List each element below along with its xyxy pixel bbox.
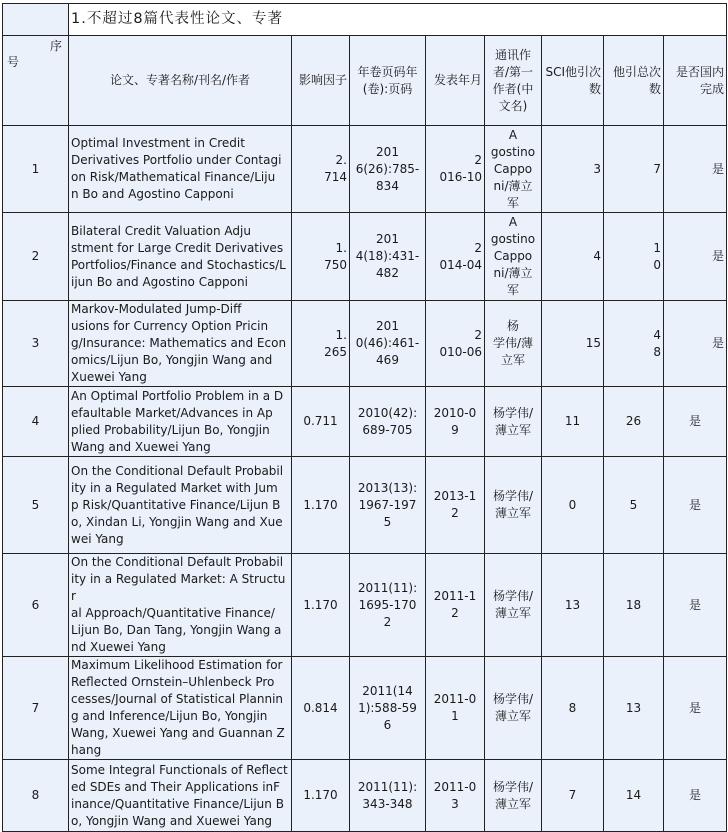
row-impact xyxy=(292,657,350,760)
paper-line: stment for Large Credit Derivatives xyxy=(71,240,284,255)
papers-table-container xyxy=(2,3,728,828)
paper-line: plied Probability/Lijun Bo, Yongjin xyxy=(71,422,270,437)
cited-line: 13 xyxy=(625,700,642,715)
impact-line: 1.170 xyxy=(303,497,338,512)
paper-line: Wang and Xuewei Yang xyxy=(71,439,211,454)
author-line: gostino xyxy=(490,144,536,159)
paper-line: ity in a Regulated Market: A Structur xyxy=(71,572,286,603)
cited-line: 26 xyxy=(625,414,642,428)
volume-line: 1967-197 xyxy=(358,497,417,512)
volume-line: 2 xyxy=(383,614,392,629)
paper-line: cesses/Journal of Statistical Plannin xyxy=(71,692,284,706)
impact-line: 0.711 xyxy=(303,414,338,428)
section-title-row xyxy=(3,4,727,36)
row-impact xyxy=(292,760,350,832)
row-seq: 6 xyxy=(3,554,69,657)
date-line: 2011-0 xyxy=(433,692,477,706)
row-volume xyxy=(350,554,426,657)
impact-line: 1.170 xyxy=(303,788,338,802)
row-domestic: 是 xyxy=(664,126,727,213)
volume-line: 1695-170 xyxy=(358,597,417,612)
row-cited xyxy=(604,657,664,760)
impact-line: 0.814 xyxy=(303,700,338,715)
paper-line: al Approach/Quantitative Finance/ xyxy=(71,606,275,620)
paper-line: o, Yongjin Wang and Xuewei Yang xyxy=(71,813,273,828)
paper-line: hang xyxy=(71,743,102,757)
volume-line: 1):588-59 xyxy=(358,700,417,715)
table-row xyxy=(3,213,727,301)
volume-line: 6(26):785- xyxy=(355,161,420,176)
table-row xyxy=(3,301,727,387)
title-left-cell xyxy=(3,4,69,36)
row-cited xyxy=(604,554,664,657)
section-title: 1.不超过8篇代表性论文、专著 xyxy=(69,4,727,36)
volume-line: 201 xyxy=(376,319,399,333)
paper-line: n Bo and Agostino Capponi xyxy=(71,187,234,201)
row-volume xyxy=(350,126,426,213)
cited-line: 7 xyxy=(653,161,661,176)
date-line: 2 xyxy=(451,506,459,520)
date-line: 2 xyxy=(474,153,482,167)
author-line: 杨学伟/ xyxy=(492,692,534,706)
volume-line: 4(18):431- xyxy=(355,249,420,263)
date-line: 2011-1 xyxy=(433,589,477,603)
impact-line: 1.170 xyxy=(303,597,338,612)
cited-line: 1 xyxy=(653,240,661,255)
impact-line: 2. xyxy=(335,153,347,167)
row-paper xyxy=(69,554,292,657)
row-cited xyxy=(604,457,664,554)
paper-line: usions for Currency Option Pricin xyxy=(71,319,269,333)
author-line: 军 xyxy=(506,283,519,297)
row-domestic: 是 xyxy=(664,657,727,760)
row-impact xyxy=(292,387,350,457)
author-line: 军 xyxy=(506,195,519,210)
header-paper: 论文、专著名称/刊名/作者 xyxy=(69,36,292,126)
author-line: Cappo xyxy=(493,249,533,263)
row-sci: 8 xyxy=(542,657,604,760)
date-line: 2013-1 xyxy=(433,489,477,503)
row-paper xyxy=(69,126,292,213)
author-line: 杨学伟/ xyxy=(492,589,534,603)
cited-line: 5 xyxy=(629,497,638,512)
impact-line: 265 xyxy=(324,344,347,359)
row-date xyxy=(426,301,485,387)
row-domestic: 是 xyxy=(664,554,727,657)
author-line: 杨 xyxy=(506,319,519,333)
table-row xyxy=(3,657,727,760)
paper-line: Xuewei Yang xyxy=(71,370,147,384)
row-volume xyxy=(350,457,426,554)
paper-line: efaultable Market/Advances in Ap xyxy=(71,405,273,420)
row-paper xyxy=(69,213,292,301)
header-seq-a: 序 xyxy=(49,39,62,53)
row-date xyxy=(426,387,485,457)
header-row xyxy=(3,36,727,126)
header-domestic: 是否国内完成 xyxy=(664,36,727,126)
author-line: 杨学伟/ xyxy=(492,779,534,794)
paper-line: ity in a Regulated Market with Jum xyxy=(71,480,278,495)
date-line: 016-10 xyxy=(439,170,482,184)
row-impact xyxy=(292,213,350,301)
row-cited xyxy=(604,126,664,213)
volume-line: 0(46):461- xyxy=(355,336,420,350)
author-line: 薄立军 xyxy=(494,606,531,620)
row-author xyxy=(485,301,542,387)
row-cited xyxy=(604,213,664,301)
paper-line: Bilateral Credit Valuation Adju xyxy=(71,223,251,238)
header-seq xyxy=(3,36,69,126)
row-domestic: 是 xyxy=(664,387,727,457)
table-row xyxy=(3,387,727,457)
row-sci: 3 xyxy=(542,126,604,213)
row-impact xyxy=(292,301,350,387)
paper-line: Wang, Xuewei Yang and Guannan Z xyxy=(71,726,285,740)
header-impact: 影响因子 xyxy=(292,36,350,126)
date-line: 2010-0 xyxy=(433,405,477,420)
cited-line: 14 xyxy=(625,788,642,802)
author-line: 杨学伟/ xyxy=(492,405,534,420)
volume-line: 2011(14 xyxy=(362,683,413,698)
row-author xyxy=(485,213,542,301)
date-line: 3 xyxy=(451,796,459,811)
author-line: ni/薄立 xyxy=(493,266,533,280)
paper-line: Maximum Likelihood Estimation for xyxy=(71,658,283,672)
paper-line: Lijun Bo, Dan Tang, Yongjin Wang a xyxy=(71,623,282,637)
paper-line: Derivatives Portfolio under Contagi xyxy=(71,153,282,167)
volume-line: 2013(13): xyxy=(357,480,418,495)
row-sci: 15 xyxy=(542,301,604,387)
row-paper xyxy=(69,457,292,554)
author-line: 薄立军 xyxy=(494,506,531,520)
header-author: 通讯作者/第一作者(中文名) xyxy=(485,36,542,126)
row-author xyxy=(485,126,542,213)
author-line: ni/薄立 xyxy=(493,178,533,193)
row-volume xyxy=(350,301,426,387)
row-date xyxy=(426,213,485,301)
row-volume xyxy=(350,657,426,760)
author-line: 学伟/薄 xyxy=(492,336,534,350)
row-volume xyxy=(350,387,426,457)
author-line: A xyxy=(508,127,518,142)
paper-line: inance/Quantitative Finance/Lijun B xyxy=(71,796,284,811)
volume-line: 201 xyxy=(376,232,399,246)
volume-line: 482 xyxy=(376,266,399,280)
volume-line: 469 xyxy=(376,353,399,367)
row-cited xyxy=(604,301,664,387)
author-line: 薄立军 xyxy=(494,422,531,437)
paper-line: On the Conditional Default Probabil xyxy=(71,555,284,569)
date-line: 2 xyxy=(451,606,459,620)
row-sci: 11 xyxy=(542,387,604,457)
row-seq: 1 xyxy=(3,126,69,213)
header-seq-b: 号 xyxy=(7,55,20,69)
date-line: 9 xyxy=(451,422,459,437)
paper-line: On the Conditional Default Probabil xyxy=(71,463,284,478)
date-line: 010-06 xyxy=(439,344,482,359)
row-cited xyxy=(604,387,664,457)
table-row xyxy=(3,126,727,213)
row-seq: 8 xyxy=(3,760,69,832)
table-row xyxy=(3,760,727,832)
volume-line: 2010(42): xyxy=(357,405,418,420)
paper-line: Optimal Investment in Credit xyxy=(71,136,245,150)
cited-line: 8 xyxy=(653,344,661,359)
impact-line: 1. xyxy=(335,240,347,255)
volume-line: 5 xyxy=(383,514,392,529)
paper-line: g/Insurance: Mathematics and Econ xyxy=(71,336,287,350)
volume-line: 343-348 xyxy=(362,796,413,811)
author-line: 薄立军 xyxy=(494,796,531,811)
row-impact xyxy=(292,457,350,554)
row-date xyxy=(426,657,485,760)
date-line: 2011-0 xyxy=(433,779,477,794)
row-domestic: 是 xyxy=(664,760,727,832)
row-author xyxy=(485,554,542,657)
volume-line: 2011(11): xyxy=(357,580,418,595)
date-line: 2 xyxy=(474,240,482,255)
author-line: A xyxy=(508,215,518,229)
author-line: gostino xyxy=(490,232,536,246)
row-paper xyxy=(69,301,292,387)
author-line: 立军 xyxy=(500,353,525,367)
row-seq: 7 xyxy=(3,657,69,760)
row-author xyxy=(485,457,542,554)
row-date xyxy=(426,554,485,657)
row-sci: 0 xyxy=(542,457,604,554)
paper-line: Portfolios/Finance and Stochastics/L xyxy=(71,257,286,272)
row-seq: 4 xyxy=(3,387,69,457)
row-sci: 7 xyxy=(542,760,604,832)
row-author xyxy=(485,387,542,457)
row-date xyxy=(426,126,485,213)
row-domestic: 是 xyxy=(664,457,727,554)
paper-line: omics/Lijun Bo, Yongjin Wang and xyxy=(71,353,273,367)
paper-line: wei Yang xyxy=(71,531,124,546)
paper-line: g and Inference/Lijun Bo, Yongjin xyxy=(71,709,268,723)
row-sci: 4 xyxy=(542,213,604,301)
impact-line: 750 xyxy=(324,257,347,272)
row-cited xyxy=(604,760,664,832)
cited-line: 0 xyxy=(653,257,661,272)
volume-line: 2011(11): xyxy=(357,779,418,794)
cited-line: 4 xyxy=(653,327,661,342)
row-paper xyxy=(69,387,292,457)
row-date xyxy=(426,760,485,832)
paper-line: Some Integral Functionals of Reflect xyxy=(71,762,288,777)
date-line: 1 xyxy=(451,709,459,723)
paper-line: nd Xuewei Yang xyxy=(71,640,166,654)
author-line: 杨学伟/ xyxy=(492,489,534,503)
header-sci: SCI他引次数 xyxy=(542,36,604,126)
row-impact xyxy=(292,126,350,213)
row-paper xyxy=(69,657,292,760)
row-seq: 3 xyxy=(3,301,69,387)
volume-line: 6 xyxy=(383,717,392,732)
row-sci: 13 xyxy=(542,554,604,657)
header-cited: 他引总次数 xyxy=(604,36,664,126)
row-date xyxy=(426,457,485,554)
impact-line: 1. xyxy=(335,327,347,342)
impact-line: 714 xyxy=(324,170,347,184)
row-seq: 5 xyxy=(3,457,69,554)
papers-table xyxy=(2,3,727,832)
volume-line: 201 xyxy=(376,144,399,159)
paper-line: ed SDEs and Their Applications inF xyxy=(71,779,281,794)
paper-line: p Risk/Quantitative Finance/Lijun B xyxy=(71,497,281,512)
row-domestic: 是 xyxy=(664,213,727,301)
volume-line: 689-705 xyxy=(362,422,413,437)
table-row xyxy=(3,457,727,554)
header-volume: 年卷页码年(卷):页码 xyxy=(350,36,426,126)
author-line: Cappo xyxy=(493,161,533,176)
row-author xyxy=(485,760,542,832)
row-paper xyxy=(69,760,292,832)
row-seq: 2 xyxy=(3,213,69,301)
row-impact xyxy=(292,554,350,657)
author-line: 薄立军 xyxy=(494,709,531,723)
volume-line: 834 xyxy=(376,178,399,193)
paper-line: ijun Bo and Agostino Capponi xyxy=(71,274,248,289)
table-row xyxy=(3,554,727,657)
paper-line: Reflected Ornstein–Uhlenbeck Pro xyxy=(71,675,275,689)
row-volume xyxy=(350,213,426,301)
paper-line: o, Xindan Li, Yongjin Wang and Xue xyxy=(71,514,283,529)
paper-line: on Risk/Mathematical Finance/Liju xyxy=(71,170,276,184)
cited-line: 18 xyxy=(625,597,642,612)
paper-line: An Optimal Portfolio Problem in a D xyxy=(71,388,284,403)
row-volume xyxy=(350,760,426,832)
header-date: 发表年月 xyxy=(426,36,485,126)
row-domestic: 是 xyxy=(664,301,727,387)
row-author xyxy=(485,657,542,760)
date-line: 2 xyxy=(474,327,482,342)
date-line: 014-04 xyxy=(439,257,482,272)
paper-line: Markov-Modulated Jump-Diff xyxy=(71,302,242,316)
